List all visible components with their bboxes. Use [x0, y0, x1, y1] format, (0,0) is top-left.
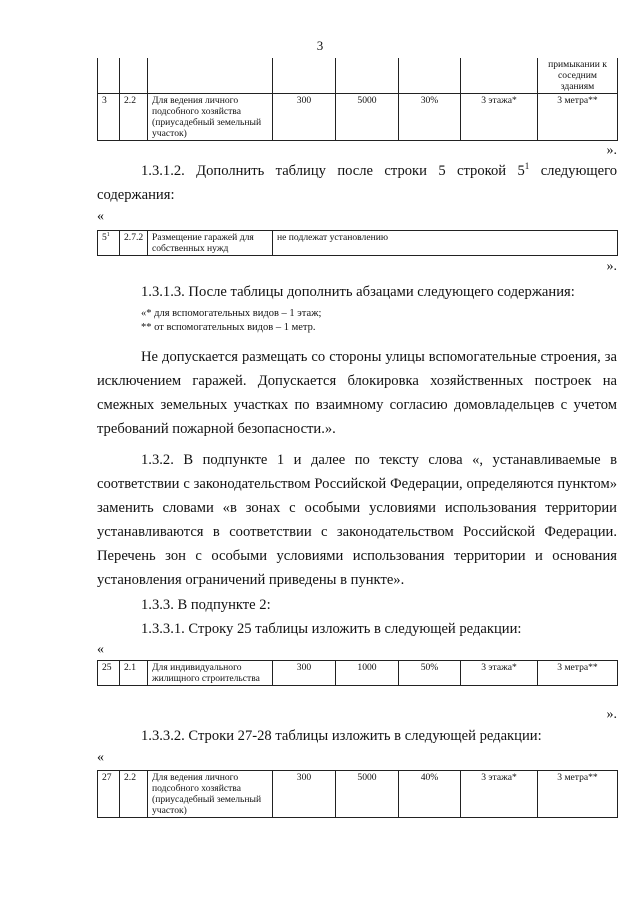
table-cell: 30%	[399, 94, 461, 141]
table-cell: 50%	[399, 661, 461, 686]
table-cell: 300	[273, 661, 336, 686]
table-row	[98, 231, 618, 256]
table-cell: 300	[273, 771, 336, 818]
table-cell: Для ведения личного подсобного хозяйства (приусадебный земельный участок)	[148, 94, 273, 141]
table-cell: $5^1$	[98, 231, 120, 256]
table-cell: 3 метра**	[538, 661, 618, 686]
paragraph-1-3-1-2: 1.3.1.2. Дополнить таблицу после строки 5 строкой $5^1$ следующего содержания:	[97, 161, 617, 203]
table-cell: 2.7.2	[120, 231, 148, 256]
table-cell: не подлежат установлению	[273, 231, 618, 256]
open-quote: «	[97, 642, 104, 657]
table-row	[98, 771, 618, 818]
table-cell: 3	[98, 94, 120, 141]
table-25	[97, 660, 617, 686]
table-row	[98, 94, 618, 141]
paragraph-1-3-1-3: 1.3.1.3. После таблицы дополнить абзацами следующего содержания:	[141, 284, 575, 300]
table-cell: Для индивидуального жилищного строительства	[148, 661, 273, 686]
footnote-2: ** от вспомогательных видов – 1 метр.	[141, 322, 316, 333]
table-cell: Для ведения личного подсобного хозяйства (приусадебный земельный участок)	[148, 771, 273, 818]
paragraph-1-3-3-2: 1.3.3.2. Строки 27-28 таблицы изложить в следующей редакции:	[141, 728, 542, 744]
table-cell: 3 этажа*	[461, 771, 538, 818]
paragraph-1-3-3: 1.3.3. В подпункте 2:	[141, 597, 271, 613]
paragraph-not-allowed: Не допускается размещать со стороны улицы вспомогательные строения, за исключением гаражей. Допускается блокировка хозяйственных построек на смежных земельных участках по взаимному согласию домовладельцев с учетом требований пожарной безопасности.».	[97, 349, 617, 437]
table-cell: 2.2	[120, 94, 148, 141]
close-quote: ».	[606, 143, 617, 158]
table-cell: 3 этажа*	[461, 94, 538, 141]
table-cell: 1000	[336, 661, 399, 686]
paragraph-1-3-3-1: 1.3.3.1. Строку 25 таблицы изложить в следующей редакции:	[141, 621, 522, 637]
open-quote: «	[97, 209, 104, 224]
table-5-1	[97, 230, 617, 256]
table-cell: 40%	[399, 771, 461, 818]
table-cell: 2.1	[120, 661, 148, 686]
table-cell: 3 этажа*	[461, 661, 538, 686]
table-row	[98, 661, 618, 686]
footnote-1: «* для вспомогательных видов – 1 этаж;	[141, 308, 322, 319]
table-cell: 25	[98, 661, 120, 686]
paragraph-1-3-2: 1.3.2. В подпункте 1 и далее по тексту слова «, устанавливаемые в соответствии с законодательством Российской Федерации, определяются пунктом» заменить словами «в зонах с особыми условиями использования территории устанавливаются в соответствии с законодательством Российской Федерации. Перечень зон с особыми условиями использования территории и основания установления ограничений приведены в пункте».	[97, 452, 617, 588]
close-quote: ».	[606, 259, 617, 274]
page-number: 3	[316, 38, 324, 53]
table-cell: Размещение гаражей для собственных нужд	[148, 231, 273, 256]
table-cell: 5000	[336, 94, 399, 141]
table-cell: 5000	[336, 771, 399, 818]
table-27	[97, 770, 617, 818]
table-cell: примыкании к соседним зданиям	[538, 58, 618, 94]
table-cell: 27	[98, 771, 120, 818]
table-cell: 3 метра**	[538, 94, 618, 141]
table-cell: 3 метра**	[538, 771, 618, 818]
table-cell: 300	[273, 94, 336, 141]
table-cell: 2.2	[120, 771, 148, 818]
open-quote: «	[97, 750, 104, 765]
table-top	[97, 58, 617, 141]
close-quote: ».	[606, 707, 617, 722]
